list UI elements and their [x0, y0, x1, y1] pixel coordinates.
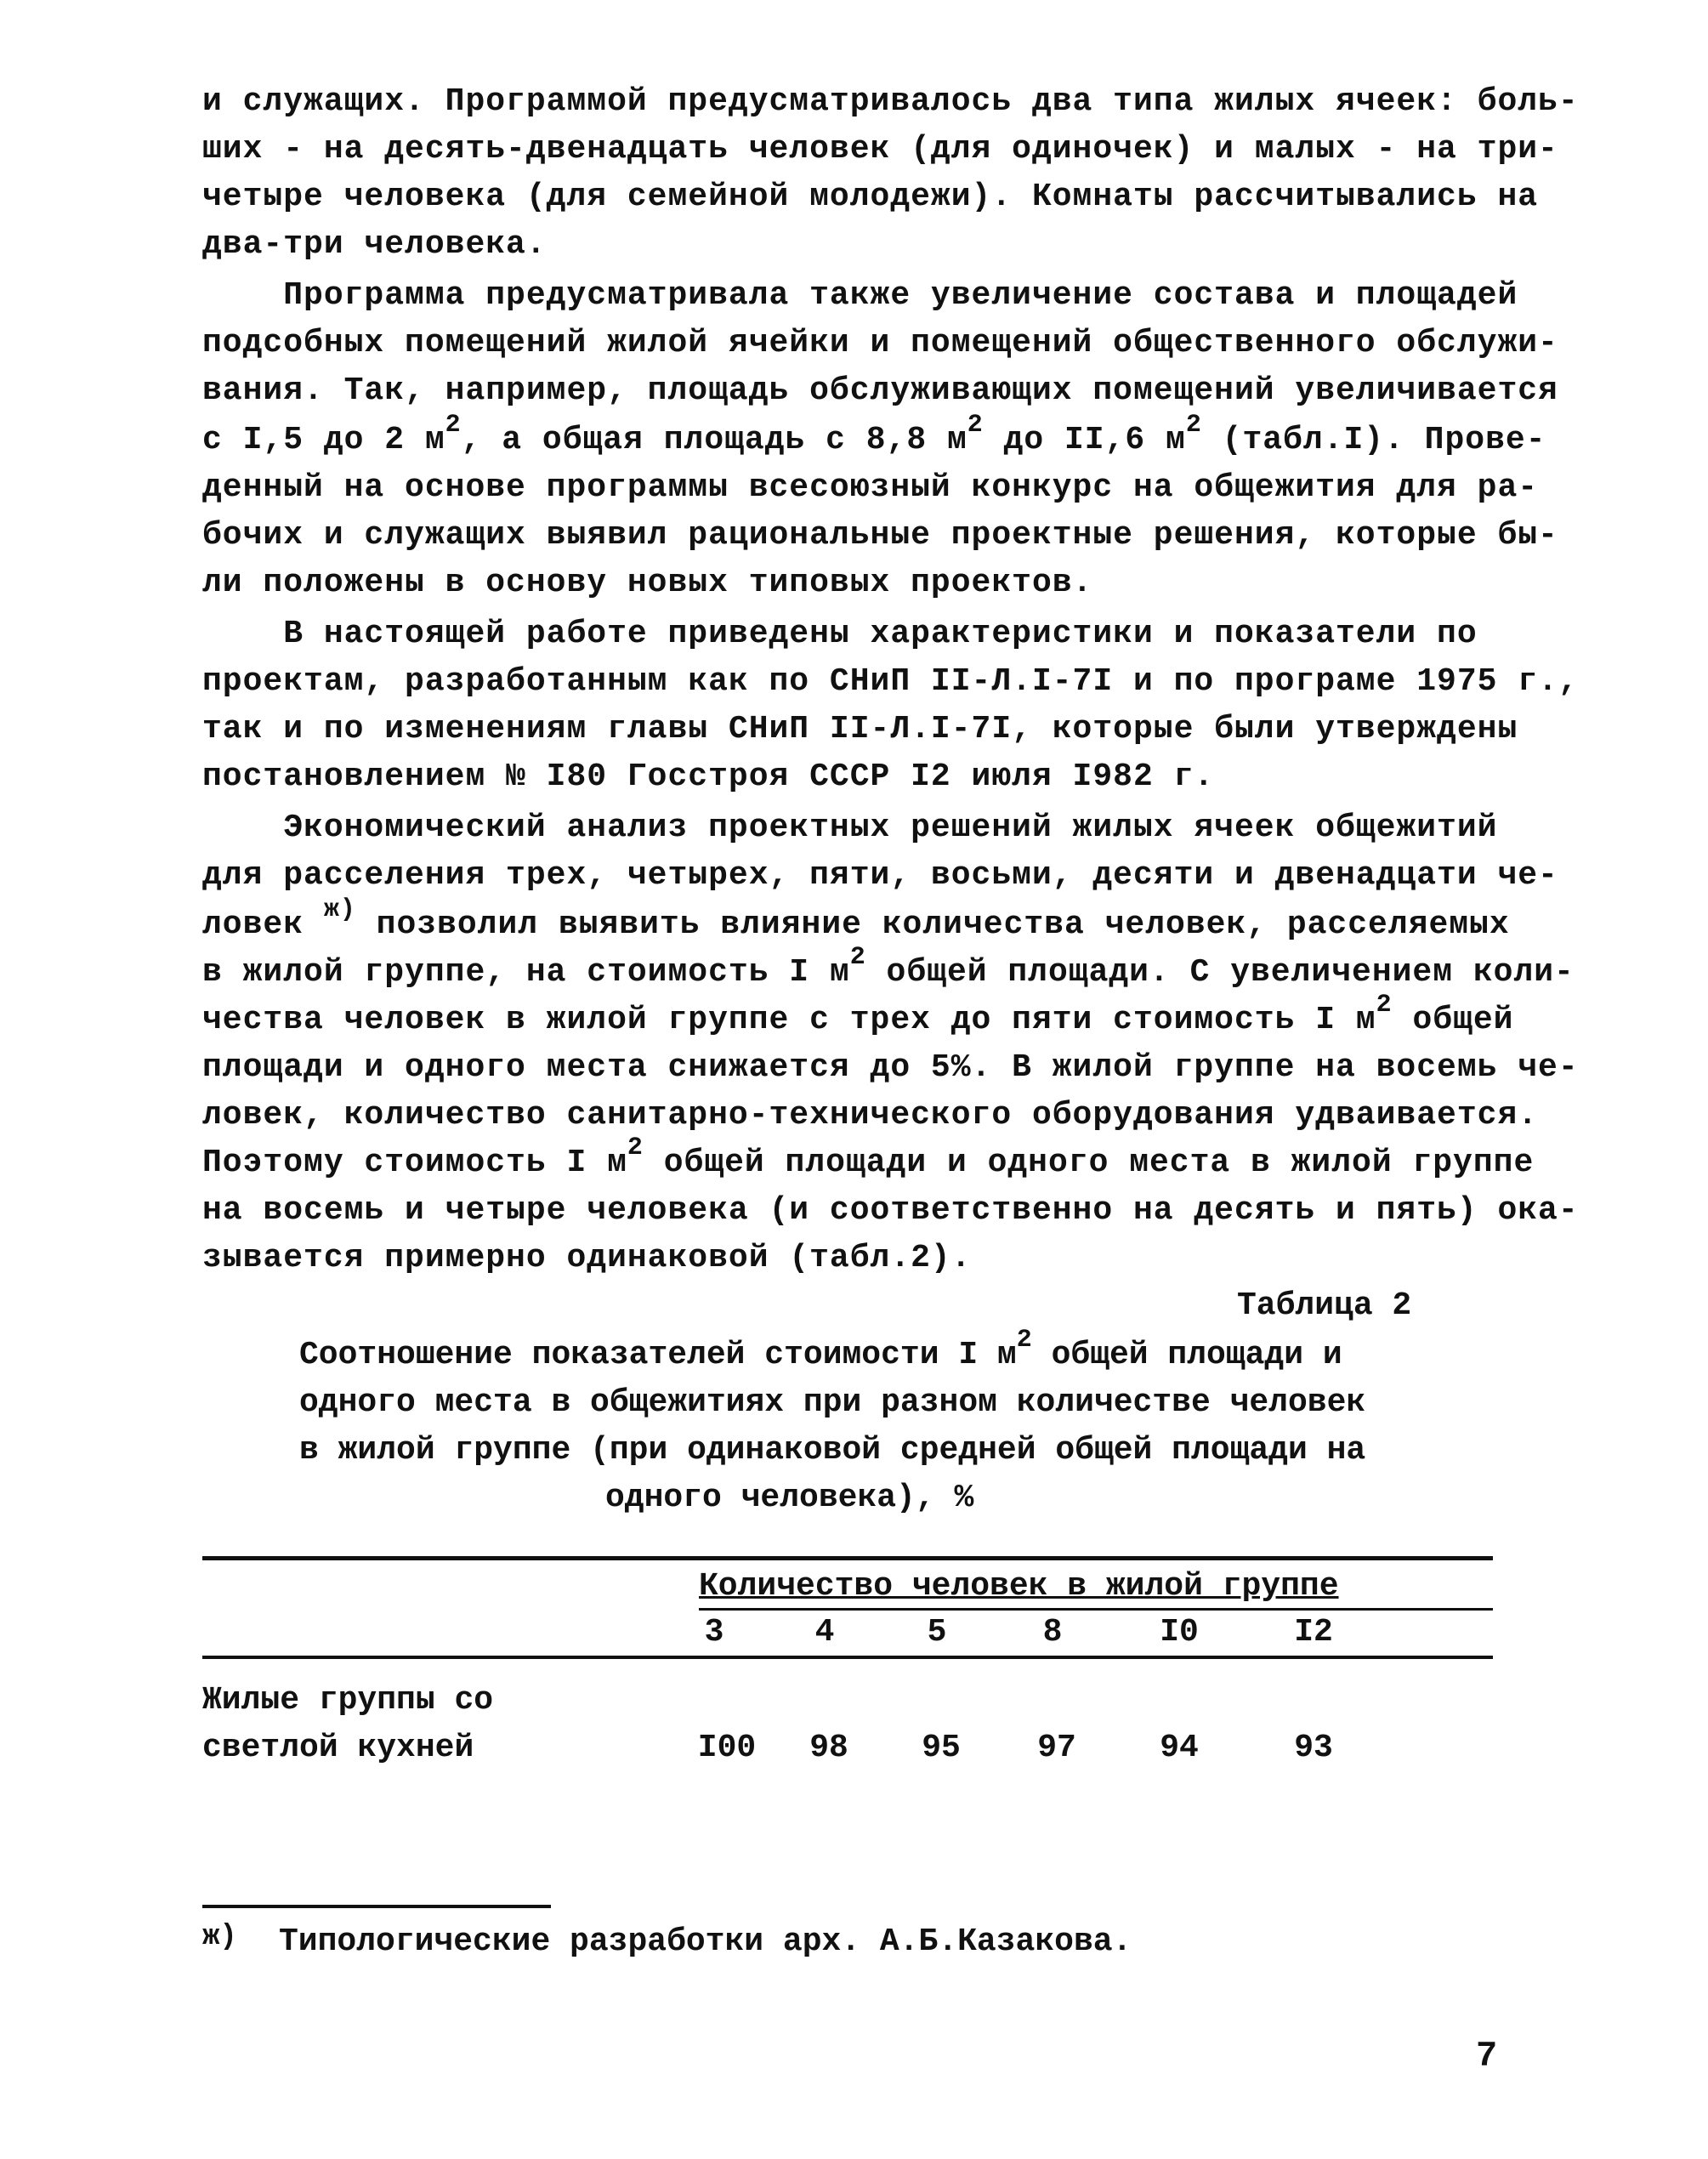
text-line: зывается примерно одинаковой (табл.2). [202, 1240, 972, 1276]
column-header: 5 [927, 1614, 947, 1650]
text-line: бочих и служащих выявил рациональные проектные решения, которые бы- [202, 517, 1558, 554]
text-line: подсобных помещений жилой ячейки и помещений общественного обслужи- [202, 325, 1558, 361]
table-title-line: одного места в общежитиях при разном количестве человек [299, 1384, 1366, 1421]
table-cell: 95 [922, 1730, 961, 1766]
text-line: так и по изменениям главы СНиП II-Л.I-7I, которые были утверждены [202, 711, 1518, 747]
text-line: денный на основе программы всесоюзный конкурс на общежития для ра- [202, 469, 1539, 506]
footnote-rule [202, 1905, 551, 1908]
table-caption: Таблица 2 [1237, 1287, 1412, 1324]
text-line-with-superscript: чества человек в жилой группе с трех до пяти стоимость I $м^2$ общей [202, 991, 1514, 1038]
text-line: ших - на десять-двенадцать человек (для одиночек) и малых - на три- [202, 131, 1558, 168]
column-header: 8 [1042, 1614, 1063, 1650]
table-cell: 94 [1160, 1730, 1199, 1766]
text-line: Экономический анализ проектных решений жилых ячеек общежитий [202, 810, 1498, 846]
table-row-label: светлой кухней [202, 1730, 474, 1766]
footnote-mark: ж) [202, 1921, 237, 1953]
table-cell: 97 [1037, 1730, 1076, 1766]
text-line: вания. Так, например, площадь обслуживающих помещений увеличивается [202, 372, 1558, 409]
table-row-label: Жилые группы со [202, 1682, 494, 1719]
table-top-rule [202, 1556, 1493, 1560]
footnote-text: Типологические разработки арх. А.Б.Казакова. [279, 1923, 1132, 1960]
text-line: Программа предусматривала также увеличение состава и площадей [202, 277, 1518, 314]
page-number: 7 [1476, 2036, 1498, 2077]
text-line: ли положены в основу новых типовых проектов. [202, 565, 1093, 601]
table-title-line: в жилой группе (при одинаковой средней общей площади на [299, 1432, 1366, 1469]
table-cell: 98 [809, 1730, 848, 1766]
text-line: два-три человека. [202, 226, 547, 263]
column-header: I2 [1294, 1614, 1333, 1650]
footnote-reference: ж) [323, 895, 356, 924]
text-line: четыре человека (для семейной молодежи). Комнаты рассчитывались на [202, 179, 1539, 215]
text-line: для расселения трех, четырех, пяти, восьми, десяти и двенадцати че- [202, 857, 1558, 894]
text-line: В настоящей работе приведены характеристики и показатели по [202, 616, 1478, 652]
text-line: площади и одного места снижается до 5%. В жилой группе на восемь че- [202, 1049, 1579, 1086]
text-line: постановлением № I80 Госстроя СССР I2 июля I982 г. [202, 758, 1215, 795]
text-line: на восемь и четыре человека (и соответственно на десять и пять) ока- [202, 1192, 1579, 1229]
text-line-with-footnote-ref: ловек $^{ж)}$ позволил выявить влияние количества человек, расселяемых [202, 895, 1510, 943]
text-line-with-superscript: в жилой группе, на стоимость I $м^2$ общей площади. С увеличением коли- [202, 943, 1575, 991]
text-line: и служащих. Программой предусматривалось два типа жилых ячеек: боль- [202, 83, 1579, 120]
table-title-line: Соотношение показателей стоимости I $м^2$ общей площади и [299, 1326, 1342, 1373]
column-header: 4 [814, 1614, 835, 1650]
text-line-with-superscripts: с I,5 до 2 $м^2$, а общая площадь с 8,8 $м^2$ до II,6 $м^2$ (табл.I). Прове- [202, 411, 1546, 458]
table-title-line: одного человека), % [605, 1480, 974, 1516]
table-cell: 93 [1294, 1730, 1333, 1766]
text-line: проектам, разработанным как по СНиП II-Л.I-7I и по програме 1975 г., [202, 663, 1579, 700]
text-line-with-superscript: Поэтому стоимость I $м^2$ общей площади и одного места в жилой группе [202, 1133, 1535, 1181]
table-cell: I00 [697, 1730, 757, 1766]
column-header: I0 [1160, 1614, 1199, 1650]
text-line: ловек, количество санитарно-технического оборудования удваивается. [202, 1097, 1539, 1133]
column-header: 3 [704, 1614, 724, 1650]
table-group-header: Количество человек в жилой группе [699, 1568, 1339, 1605]
